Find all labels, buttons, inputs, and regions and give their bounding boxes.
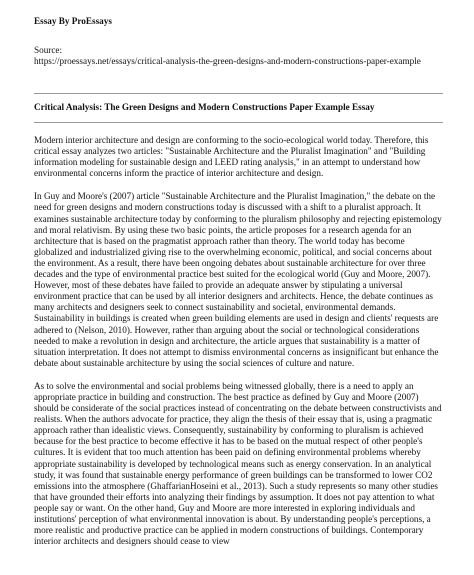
source-url-link[interactable]: https://proessays.net/essays/critical-analysis-the-green-designs-and-modern-constructions-paper-example (34, 56, 421, 67)
top-divider (34, 93, 443, 94)
paragraph-3: As to solve the environmental and social problems being witnessed globally, there is a need to apply an appropriate practice in building and construction. The best practice as defined by Guy and Moore (2007) should be considerate of the social practices instead of concentrating on the debate between constructivists and realists. When the authors advocate for practice, they align the thesis of their essay that is, using a pragmatic approach rather than idealistic views. Consequently, sustainability by conforming to pluralism is achieved because for the best practice to become effective it has to be based on the mutual respect of other people's cultures. It is evident that too much attention has been paid on defining environmental problems whereby appropriate sustainability is developed by technological means such as energy conservation. In an analytical study, it was found that sustainable energy performance of green buildings can be transformed to lower CO2 emissions into the atmosphere (GhaffarianHoseini et al., 2013). Such a study represents so many other studies that have grounded their efforts into analyzing their findings by assumption. It does not pay attention to what people say or want. On the other hand, Guy and Moore are more interested in exploring individuals and institutions' perception of what environmental innovation is about. By understanding people's perceptions, a more realistic and productive practice can be applied in modern constructions of buildings. Contemporary interior architects and designers should cease to view (34, 380, 442, 547)
source-label: Source: (34, 45, 63, 55)
paragraph-1: Modern interior architecture and design are conforming to the socio-ecological world today. Therefore, this critical essay analyzes two articles: "Sustainable Architecture and the Pluralist Imagination" and "Building information modeling for sustainable design and LEED rating analysis," in an attempt to understand how environmental concerns inform the practice of interior architecture and design. (34, 135, 429, 179)
essay-body (34, 135, 445, 559)
title-divider (34, 122, 443, 123)
paragraph-2: In Guy and Moore's (2007) article "Sustainable Architecture and the Pluralist Imagination," the debate on the need for green designs and modern constructions today is discussed with a shift to a pluralist approach. It examines sustainable architecture today by conforming to the pluralism philosophy and rejecting epistemology and moral relativism. By using these two basic points, the article proposes for a research agenda for an architecture that is based on the pragmatist approach rather than theory. The world today has become globalized and industrialized giving rise to the overwhelming economic, political, and social concerns about the environment. As a result, there have been ongoing debates about sustainable architecture for over three decades and the type of environmental practice best suited for the ecological world (Guy and Moore, 2007). However, most of these debates have failed to provide an adequate answer by stipulating a universal environment practice that can be used by all interior designers and architects. Hence, the debate continues as many architects and designers seek to connect sustainability and societal, environmental demands. Sustainability in buildings is created when green building elements are used in design and clients' requests are adhered to (Nelson, 2010). However, rather than arguing about the social or technological considerations needed to make a revolution in design and architecture, the article argues that sustainability is a matter of situation interpretation. It does not attempt to dismiss environmental concerns as insignificant but enhance the debate about sustainable architecture by using the social sciences of culture and nature. (34, 191, 442, 368)
brand-heading: Essay By ProEssays (34, 16, 112, 26)
essay-title: Critical Analysis: The Green Designs and Modern Constructions Paper Example Essay (34, 102, 375, 112)
source-block (34, 45, 444, 68)
